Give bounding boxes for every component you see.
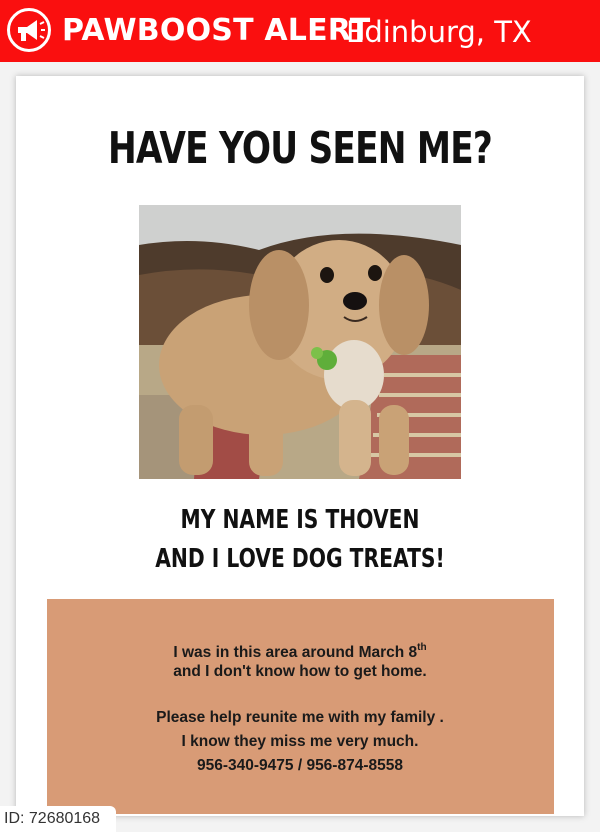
message-line-miss: I know they miss me very much. bbox=[181, 733, 419, 750]
listing-id-badge: ID: 72680168 bbox=[0, 806, 116, 832]
megaphone-icon bbox=[6, 7, 52, 53]
flyer-headline: HAVE YOU SEEN ME? bbox=[107, 123, 493, 174]
message-line-date: I was in this area around March 8th bbox=[173, 642, 427, 661]
pet-photo bbox=[139, 205, 461, 479]
phone-numbers[interactable]: 956-340-9475 / 956-874-8558 bbox=[197, 757, 403, 774]
message-line-reunite: Please help reunite me with my family . bbox=[156, 709, 444, 726]
brand-title: PAWBOOST ALERT bbox=[62, 13, 371, 48]
message-line-home: and I don't know how to get home. bbox=[173, 663, 427, 680]
pet-name-line: MY NAME IS THOVEN bbox=[180, 505, 420, 535]
alert-header bbox=[0, 0, 600, 62]
location-label: Edinburg, TX bbox=[346, 15, 532, 49]
pet-likes-line: AND I LOVE DOG TREATS! bbox=[155, 544, 445, 574]
